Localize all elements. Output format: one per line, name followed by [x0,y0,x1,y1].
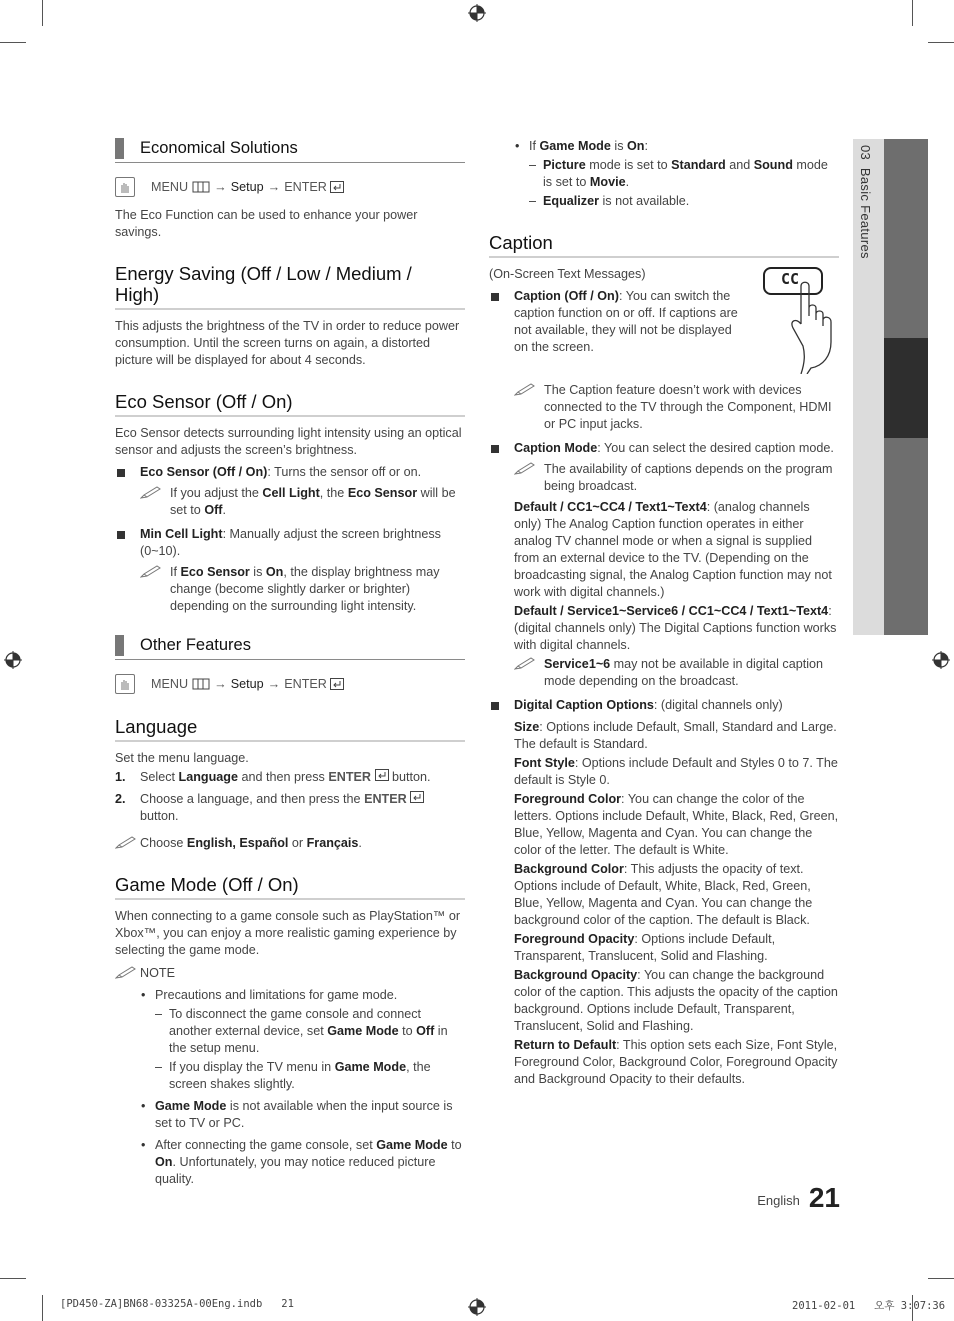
option-term: Size [514,720,540,734]
dash-item [155,1059,465,1093]
enter-icon [410,791,424,803]
hand-pressing-icon [761,264,841,374]
menu-arrow: → [214,676,227,691]
menu-hand-icon [115,674,135,694]
bullet-term: Game Mode [539,139,611,153]
dash-text: and [725,158,754,172]
note-pencil-icon [140,486,162,500]
dash-term: Off [416,1024,435,1038]
bullet-text: After connecting the game console, set [155,1138,377,1152]
note-term: On [265,565,284,579]
note-term: English, Español [186,836,289,850]
step-item [115,769,465,786]
note [140,564,465,615]
step-text: Select [140,770,179,784]
dash-text: is not available. [599,194,690,208]
paragraph [514,499,839,601]
item-term: Digital Caption Options [514,698,654,712]
chapter-tab-active [884,338,928,438]
menu-hand-icon [115,177,135,197]
enter-icon [330,678,344,690]
section-heading-energy-saving [115,263,465,310]
bullet-term: Game Mode [155,1099,227,1113]
option-text: : You can change the color of the letters. Options include Default, White, Black, Red, Green, Blue, Yellow, Magenta and Cyan. You can change the color of the letter. The default is White. [514,792,839,857]
section-heading-other-features [115,635,465,660]
list-item [489,288,749,356]
step-text: and then press [238,770,329,784]
step-text: button. [388,770,431,784]
bullet-item [141,1137,465,1188]
bullet-term: Game Mode [376,1138,448,1152]
bullet-text: . Unfortunately, you may notice reduced picture quality. [155,1155,436,1186]
menu-enter: ENTER [284,179,327,194]
crop-mark [0,1278,26,1279]
paragraph: Eco Sensor detects surrounding light intensity using an optical sensor and adjusts the screen’s brightness. [115,426,462,457]
item-text: : Turns the sensor off or on. [267,465,422,479]
menu-label: MENU [151,179,189,194]
note [115,835,465,852]
dash-term: Equalizer [543,194,599,208]
note [140,485,465,519]
page-number: 21 [808,1182,840,1213]
note-term: Cell Light [262,486,320,500]
dash-term: Game Mode [334,1060,407,1074]
item-text: : You can switch the caption function on or off. If captions are not available, they will not be displayed on the screen. [514,289,738,354]
note-text: . [222,503,226,517]
bullet-term: On [626,139,645,153]
item-text: : You can select the desired caption mode. [597,441,834,455]
menu-arrow: → [267,676,281,691]
list-item [115,464,465,481]
page-footer [700,1178,840,1212]
option-term: Background Color [514,862,624,876]
dash-term: Movie [589,175,626,189]
note-text: Choose [140,836,187,850]
menu-setup: Setup [230,676,264,691]
item-text: : Manually adjust the screen brightness (0~10). [140,527,441,558]
cc-button-label: CC [781,270,800,288]
option-term: Foreground Opacity [514,932,635,946]
section-heading-economical [115,138,465,163]
enter-icon [330,181,344,193]
bullet-text: : [644,139,648,153]
caption-options [514,719,839,1088]
paragraph-term: Default / CC1~CC4 / Text1~Text4 [514,500,707,514]
note-text: will be set to [170,486,456,517]
bullet-item [141,1098,465,1132]
list-item [489,697,839,714]
note-pencil-icon [115,966,137,980]
menu-arrow: → [214,179,227,194]
option-paragraph [514,755,839,789]
note [514,656,839,690]
dash-term: Game Mode [327,1024,399,1038]
note-text: The availability of captions depends on the program being broadcast. [544,462,833,493]
note-text: is [249,565,266,579]
option-paragraph [514,861,839,929]
option-term: Background Opacity [514,968,638,982]
game-mode-continued [515,138,839,210]
item-term: Caption (Off / On) [514,289,619,303]
option-term: Return to Default [514,1038,617,1052]
note [514,461,839,495]
note-pencil-icon [514,657,536,671]
list-item [489,440,839,457]
crop-mark [928,42,954,43]
dash-item [155,1006,465,1057]
option-term: Foreground Color [514,792,622,806]
note-text: , the [319,486,348,500]
note-text: The Caption feature doesn’t work with devices connected to the TV through the Component, HDMI or PC input jacks. [544,383,832,431]
heading-line: High) [115,284,160,305]
step-term: ENTER [364,792,407,806]
bullet-text: is not available when the input source is set to TV or PC. [155,1099,453,1130]
note-term: Eco Sensor [180,565,250,579]
bullet-item [515,138,839,155]
menu-grid-icon [192,678,210,690]
paragraph-term: Default / Service1~Service6 / CC1~CC4 / Text1~Text4 [514,604,829,618]
paragraph-text: : (analog channels only) The Analog Caption function operates in either analog TV channel mode or when a signal is supplied from an external device to the TV. (Depending on the broadcasting signal, the Analog Caption function may not work with digital channels.) [514,500,832,599]
dash-text: , the screen shakes slightly. [169,1060,431,1091]
option-text: : Options include Default, Transparent, Translucent, Solid and Flashing. [514,932,776,963]
crop-mark [928,1278,954,1279]
option-paragraph [514,719,839,753]
dash-text: in the setup menu. [169,1024,448,1055]
menu-setup: Setup [230,179,264,194]
note-text: may not be available in digital caption mode depending on the broadcast. [544,657,824,688]
option-paragraph [514,791,839,859]
option-paragraph [514,1037,839,1088]
heading-bar [115,635,124,656]
option-text: : Options include Default, Small, Standard and Large. The default is Standard. [514,720,837,751]
right-column [489,138,839,1088]
option-text: : This option sets each Size, Font Style, Foreground Color, Background Color, Foreground Opacity and Background Opacity to their defaults. [514,1038,838,1086]
bullet-text: to [447,1138,462,1152]
note-text: or [288,836,307,850]
dash-text: . [625,175,630,189]
print-file-info: [PD450-ZA]BN68-03325A-00Eng.indb 21 [60,1298,294,1310]
heading-text: Economical Solutions [140,139,298,157]
menu-path [115,177,465,197]
caption-intro [489,266,839,356]
crop-mark [912,0,913,26]
menu-enter: ENTER [284,676,327,691]
item-term: Min Cell Light [140,527,223,541]
step-text: button. [140,809,179,823]
item-text: : (digital channels only) [653,698,783,712]
item-term: Caption Mode [514,441,598,455]
enter-icon [375,769,389,781]
section-heading-game-mode: Game Mode (Off / On) [115,874,465,900]
section-heading-eco-sensor: Eco Sensor (Off / On) [115,391,465,417]
footer-language: English [757,1193,800,1208]
left-column [115,138,465,1188]
dash-text: mode is set to [543,158,828,189]
note-text: If you adjust the [170,486,263,500]
list-item [115,526,465,560]
option-text: : You can change the background color of the caption. This adjusts the opacity of the caption background. Options include Default, Transparent, Translucent, Solid and Flashing. [514,968,838,1033]
note-list [141,987,465,1188]
bullet-term: On [155,1155,173,1169]
menu-grid-icon [192,181,210,193]
note-pencil-icon [514,462,536,476]
registration-mark-icon [468,4,486,22]
note-pencil-icon [115,836,137,850]
caption-subtitle: (On-Screen Text Messages) [489,267,646,281]
note-term: Eco Sensor [347,486,418,500]
note-text: If [170,565,181,579]
option-paragraph [514,931,839,965]
note-term: Off [204,503,223,517]
dash-term: Standard [671,158,726,172]
chapter-number: 03 [858,145,873,161]
chapter-tab-block [884,139,928,338]
option-paragraph [514,967,839,1035]
item-term: Eco Sensor (Off / On) [140,465,268,479]
menu-path [115,674,465,694]
bullet-text: Precautions and limitations for game mode. [155,988,398,1002]
paragraph-text: : (digital channels only) The Digital Captions function works with digital channels. [514,604,837,652]
step-number: 1. [115,770,126,784]
paragraph [514,603,839,654]
note-heading [115,965,465,982]
step-term: Language [178,770,238,784]
option-term: Font Style [514,756,575,770]
section-heading-language: Language [115,716,465,742]
dash-text: If you display the TV menu in [169,1060,335,1074]
dash-item [529,157,839,191]
bullet-text: If [529,139,540,153]
dash-text: to [398,1024,417,1038]
bullet-item [141,987,465,1004]
step-item [115,791,465,825]
option-text: : This adjusts the opacity of text. Options include of Default, White, Black, Red, Green, Blue, Yellow, Magenta and Cyan. You can change the background color of the caption. The default is Black. [514,862,813,927]
note-label: NOTE [140,966,175,980]
dash-item [529,193,839,210]
dash-term: Sound [753,158,793,172]
paragraph: Set the menu language. [115,751,249,765]
step-term: ENTER [328,770,372,784]
cc-remote-illustration [761,264,841,374]
section-heading-caption: Caption [489,232,839,258]
step-number: 2. [115,792,126,806]
chapter-title: Basic Features [858,167,873,259]
chapter-label [858,145,873,259]
paragraph: When connecting to a game console such as PlayStation™ or Xbox™, you can enjoy a more realistic gaming experience by selecting the game mode. [115,909,461,957]
crop-mark [42,1295,43,1321]
crop-mark [42,0,43,26]
registration-mark-icon [468,1298,486,1316]
note-pencil-icon [140,565,162,579]
menu-label: MENU [151,676,189,691]
print-timestamp: 2011-02-01 오후 3:07:36 [792,1300,946,1312]
heading-bar [115,138,124,159]
dash-term: Picture [543,158,586,172]
note-pencil-icon [514,383,536,397]
dash-text: To disconnect the game console and connect another external device, set [169,1007,422,1038]
registration-mark-icon [4,651,22,669]
note-term: Français [306,836,359,850]
dash-text: mode is set to [585,158,672,172]
menu-arrow: → [267,179,281,194]
note-text: . [358,836,362,850]
note [514,382,839,433]
bullet-text: is [610,139,627,153]
paragraph: This adjusts the brightness of the TV in order to reduce power consumption. Until the screen turns on again, a distorted picture will be displayed for about 4 seconds. [115,319,460,367]
chapter-tab-block [884,438,928,635]
option-text: : Options include Default and Styles 0 to 7. The default is Style 0. [514,756,838,787]
crop-mark [0,42,26,43]
step-text: Choose a language, and then press the [140,792,365,806]
registration-mark-icon [932,651,950,669]
heading-line: Energy Saving (Off / Low / Medium / [115,263,412,284]
note-term: Service1~6 [544,657,611,671]
paragraph: The Eco Function can be used to enhance your power savings. [115,208,418,239]
heading-text: Other Features [140,636,251,654]
note-text: , the display brightness may change (become slightly darker or brighter) depending on the surrounding light intensity. [170,565,440,613]
